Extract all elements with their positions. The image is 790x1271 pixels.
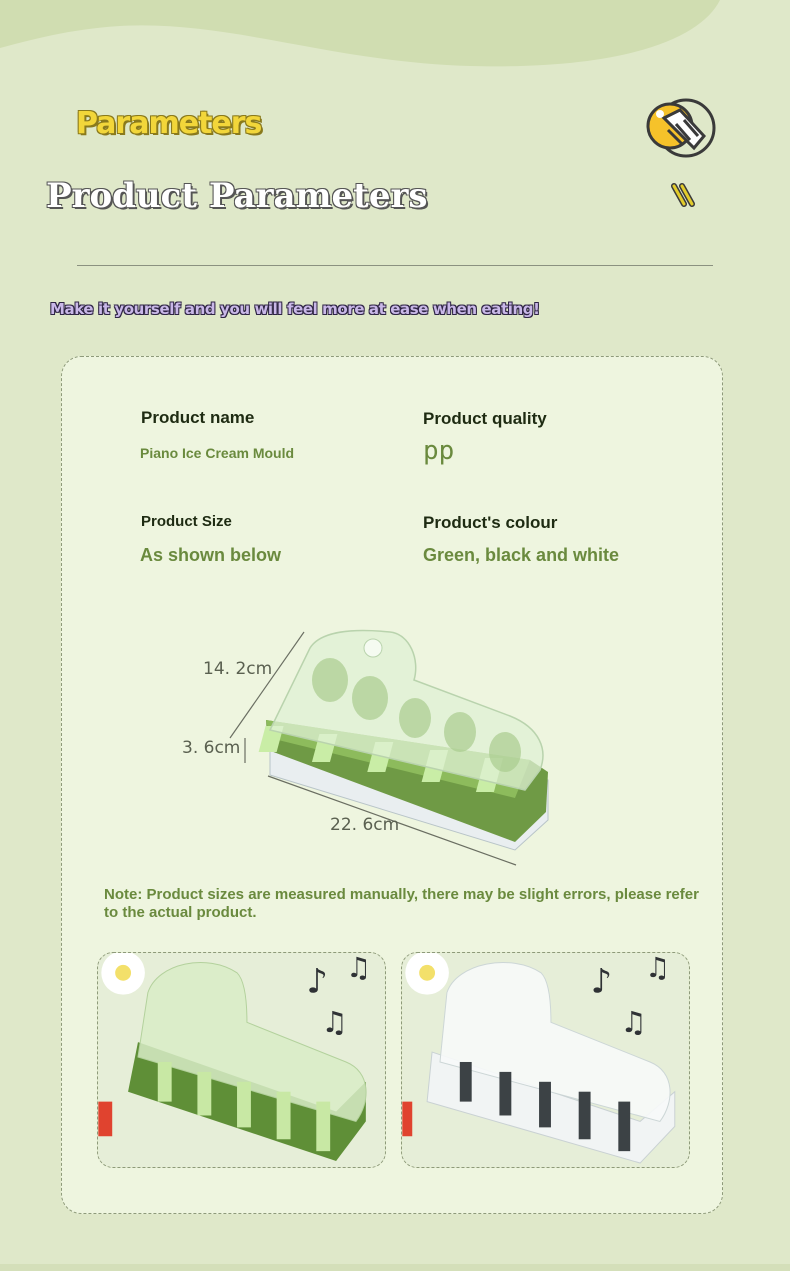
product-size-label: Product Size	[141, 513, 232, 530]
svg-text:♪: ♪	[590, 961, 613, 1001]
product-colour-label: Product's colour	[423, 513, 558, 532]
dimension-length: 14. 2cm	[203, 659, 273, 679]
measurement-note: Note: Product sizes are measured manually, there may be slight errors, please refer to the actual product.	[104, 886, 699, 921]
tagline: Make it yourself and you will feel more at ease when eating!	[50, 300, 540, 318]
photo-white-mould	[401, 952, 690, 1168]
product-colour-value: Green, black and white	[423, 545, 620, 565]
product-size-value: As shown below	[140, 545, 282, 565]
top-wave-decoration	[0, 0, 790, 90]
header-divider	[77, 265, 713, 266]
product-quality-label: Product quality	[423, 409, 547, 428]
photo-green-mould	[97, 952, 386, 1168]
hand-icon	[640, 98, 724, 162]
product-name-label: Product name	[141, 408, 255, 427]
section-title-parameters: Parameters	[76, 106, 262, 141]
svg-text:♫: ♫	[645, 953, 670, 984]
svg-text:♫: ♫	[321, 1005, 348, 1041]
page-title: Product Parameters	[46, 176, 428, 216]
double-slash-icon	[668, 182, 698, 208]
svg-text:♫: ♫	[620, 1005, 647, 1041]
svg-text:♫: ♫	[346, 953, 371, 984]
product-name-value: Piano Ice Cream Mould	[140, 445, 295, 461]
dimension-width: 22. 6cm	[330, 815, 400, 835]
product-quality-value: pp	[423, 436, 455, 466]
bottom-band	[0, 1264, 790, 1271]
dimension-height: 3. 6cm	[182, 738, 241, 758]
svg-text:♪: ♪	[306, 961, 328, 1001]
